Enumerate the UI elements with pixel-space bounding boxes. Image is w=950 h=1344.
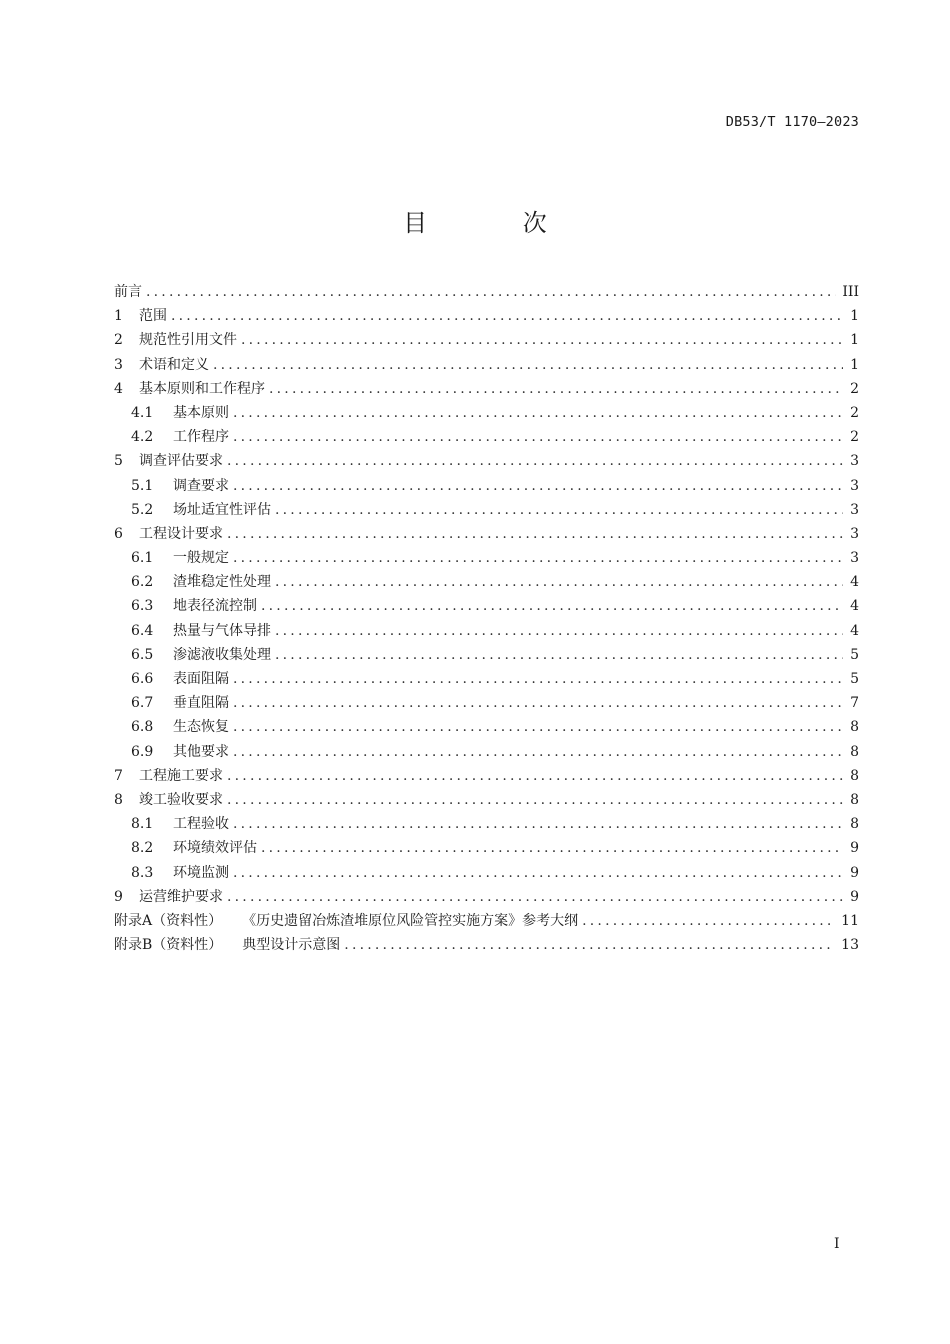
toc-leader-dots (275, 619, 843, 643)
toc-entry-label: 垂直阻隔 (173, 695, 229, 712)
toc-page-number: 9 (850, 888, 859, 905)
toc-page-number: III (842, 284, 859, 300)
toc-entry-label: 规范性引用文件 (139, 332, 237, 349)
toc-entry[interactable] (114, 740, 859, 764)
toc-entry[interactable] (114, 909, 859, 933)
toc-page-number: 1 (850, 332, 859, 349)
toc-entry-number: 8.2 (131, 840, 154, 857)
toc-entry-label: 调查要求 (173, 477, 229, 494)
toc-entry[interactable] (114, 401, 859, 425)
toc-entry-label: 渗滤液收集处理 (173, 646, 271, 663)
toc-entry[interactable] (114, 304, 859, 328)
toc-entry[interactable] (114, 691, 859, 715)
toc-page-number: 11 (841, 912, 859, 929)
toc-entry[interactable] (114, 788, 859, 812)
toc-entry-label: 竣工验收要求 (139, 791, 223, 808)
toc-entry[interactable] (114, 570, 859, 594)
toc-page-number: 9 (850, 840, 859, 857)
toc-entry-label: 工作程序 (173, 429, 229, 446)
footer-page-number: I (834, 1236, 840, 1252)
toc-page-number: 1 (850, 308, 859, 325)
toc-entry-label: 场址适宜性评估 (173, 501, 271, 518)
toc-leader-dots (213, 353, 843, 377)
toc-entry-label: 运营维护要求 (139, 888, 223, 905)
toc-leader-dots (227, 522, 843, 546)
toc-leader-dots (171, 304, 843, 328)
toc-leader-dots (233, 861, 843, 885)
toc-leader-dots (233, 667, 843, 691)
toc-entry-label: 《历史遗留冶炼渣堆原位风险管控实施方案》参考大纲 (242, 912, 579, 929)
toc-page-number: 3 (850, 550, 859, 567)
toc-leader-dots (227, 788, 843, 812)
toc-page-number: 4 (850, 574, 859, 591)
toc-entry-label: 一般规定 (173, 550, 229, 567)
toc-entry-label: 其他要求 (173, 743, 229, 760)
toc-leader-dots (233, 401, 843, 425)
toc-entry-number: 4.2 (131, 429, 154, 446)
toc-entry[interactable] (114, 643, 859, 667)
toc-entry-number: 4.1 (131, 404, 154, 421)
toc-entry[interactable] (114, 425, 859, 449)
toc-entry-number: 6.8 (131, 719, 154, 736)
toc-entry[interactable] (114, 328, 859, 352)
toc-entry-number: 5.2 (131, 501, 154, 518)
toc-leader-dots (269, 377, 843, 401)
toc-leader-dots (146, 280, 836, 304)
toc-entry-number: 6.3 (131, 598, 154, 615)
toc-appendix-prefix: 附录A（资料性） (114, 912, 223, 929)
toc-entry-number: 6 (114, 525, 123, 542)
toc-entry-number: 5 (114, 453, 123, 470)
toc-page-number: 3 (850, 453, 859, 470)
toc-entry-label: 前言 (114, 284, 142, 300)
toc-entry-label: 环境绩效评估 (173, 840, 257, 857)
toc-page-number: 4 (850, 622, 859, 639)
toc-entry[interactable] (114, 836, 859, 860)
toc-page-number: 8 (850, 816, 859, 833)
toc-page-number: 5 (850, 671, 859, 687)
toc-entry[interactable] (114, 280, 859, 304)
toc-entry[interactable] (114, 449, 859, 473)
toc-entry-number: 2 (114, 332, 123, 349)
toc-entry-number: 9 (114, 888, 123, 905)
toc-entry-number: 6.4 (131, 622, 154, 639)
toc-entry-number: 6.6 (131, 671, 154, 687)
toc-entry-number: 8.3 (131, 864, 154, 881)
toc-entry[interactable] (114, 764, 859, 788)
toc-leader-dots (233, 425, 843, 449)
toc-page-number: 8 (850, 791, 859, 808)
toc-page-number: 4 (850, 598, 859, 615)
standard-code: DB53/T 1170—2023 (725, 114, 859, 130)
toc-leader-dots (233, 474, 843, 498)
toc-entry-label: 渣堆稳定性处理 (173, 574, 271, 591)
toc-entry-label: 范围 (139, 308, 167, 325)
toc-entry[interactable] (114, 546, 859, 570)
toc-entry-label: 生态恢复 (173, 719, 229, 736)
toc-page-number: 9 (850, 864, 859, 881)
toc-page-number: 5 (850, 646, 859, 663)
toc-entry-number: 3 (114, 356, 123, 373)
toc-entry-number: 4 (114, 380, 123, 397)
toc-leader-dots (344, 933, 835, 957)
toc-entry-number: 6.1 (131, 550, 154, 567)
toc-entry-number: 6.2 (131, 574, 154, 591)
toc-page-number: 3 (850, 525, 859, 542)
toc-entry-number: 8.1 (131, 816, 154, 833)
toc-leader-dots (227, 885, 843, 909)
toc-page-number: 3 (850, 477, 859, 494)
toc-entry[interactable] (114, 522, 859, 546)
toc-entry[interactable] (114, 474, 859, 498)
toc-entry[interactable] (114, 667, 859, 691)
toc-entry-label: 表面阻隔 (173, 671, 229, 687)
toc-entry[interactable] (114, 715, 859, 739)
toc-page-number: 8 (850, 743, 859, 760)
toc-leader-dots (227, 764, 843, 788)
toc-entry[interactable] (114, 377, 859, 401)
toc-entry[interactable] (114, 933, 859, 957)
toc-page-number: 7 (850, 695, 859, 712)
toc-leader-dots (233, 691, 843, 715)
toc-leader-dots (233, 546, 843, 570)
toc-page-number: 2 (850, 404, 859, 421)
toc-leader-dots (582, 909, 835, 933)
toc-entry-label: 基本原则和工作程序 (139, 380, 265, 397)
toc-entry-label: 工程施工要求 (139, 767, 223, 784)
toc-page-number: 1 (850, 356, 859, 373)
toc-page-number: 3 (850, 501, 859, 518)
toc-leader-dots (227, 449, 843, 473)
page-title: 目 次 (403, 209, 591, 237)
toc-entry-label: 典型设计示意图 (242, 937, 341, 954)
toc-entry-number: 1 (114, 308, 123, 325)
table-of-contents (114, 280, 859, 957)
toc-entry-number: 8 (114, 791, 123, 808)
toc-leader-dots (233, 715, 843, 739)
toc-entry[interactable] (114, 353, 859, 377)
toc-entry-number: 7 (114, 767, 123, 784)
toc-entry-label: 环境监测 (173, 864, 229, 881)
toc-entry-label: 调查评估要求 (139, 453, 223, 470)
toc-leader-dots (241, 328, 843, 352)
toc-entry-number: 5.1 (131, 477, 154, 494)
toc-entry[interactable] (114, 812, 859, 836)
toc-leader-dots (275, 643, 843, 667)
toc-page-number: 2 (850, 429, 859, 446)
toc-entry-label: 地表径流控制 (173, 598, 257, 615)
toc-entry[interactable] (114, 594, 859, 618)
toc-entry-number: 6.7 (131, 695, 154, 712)
toc-entry-number: 6.9 (131, 743, 154, 760)
toc-entry[interactable] (114, 885, 859, 909)
toc-leader-dots (233, 812, 843, 836)
toc-page-number: 2 (850, 380, 859, 397)
toc-page-number: 8 (850, 767, 859, 784)
toc-entry-label: 工程验收 (173, 816, 229, 833)
toc-appendix-prefix: 附录B（资料性） (114, 937, 223, 954)
toc-leader-dots (275, 570, 843, 594)
toc-entry-label: 术语和定义 (139, 356, 209, 373)
toc-entry-label: 工程设计要求 (139, 525, 223, 542)
toc-entry[interactable] (114, 861, 859, 885)
toc-page-number: 8 (850, 719, 859, 736)
toc-leader-dots (233, 740, 843, 764)
toc-leader-dots (261, 836, 843, 860)
toc-page-number: 13 (841, 937, 859, 954)
toc-entry[interactable] (114, 619, 859, 643)
toc-leader-dots (261, 594, 843, 618)
toc-entry[interactable] (114, 498, 859, 522)
toc-entry-label: 基本原则 (173, 404, 229, 421)
toc-entry-number: 6.5 (131, 646, 154, 663)
toc-leader-dots (275, 498, 843, 522)
toc-entry-label: 热量与气体导排 (173, 622, 271, 639)
